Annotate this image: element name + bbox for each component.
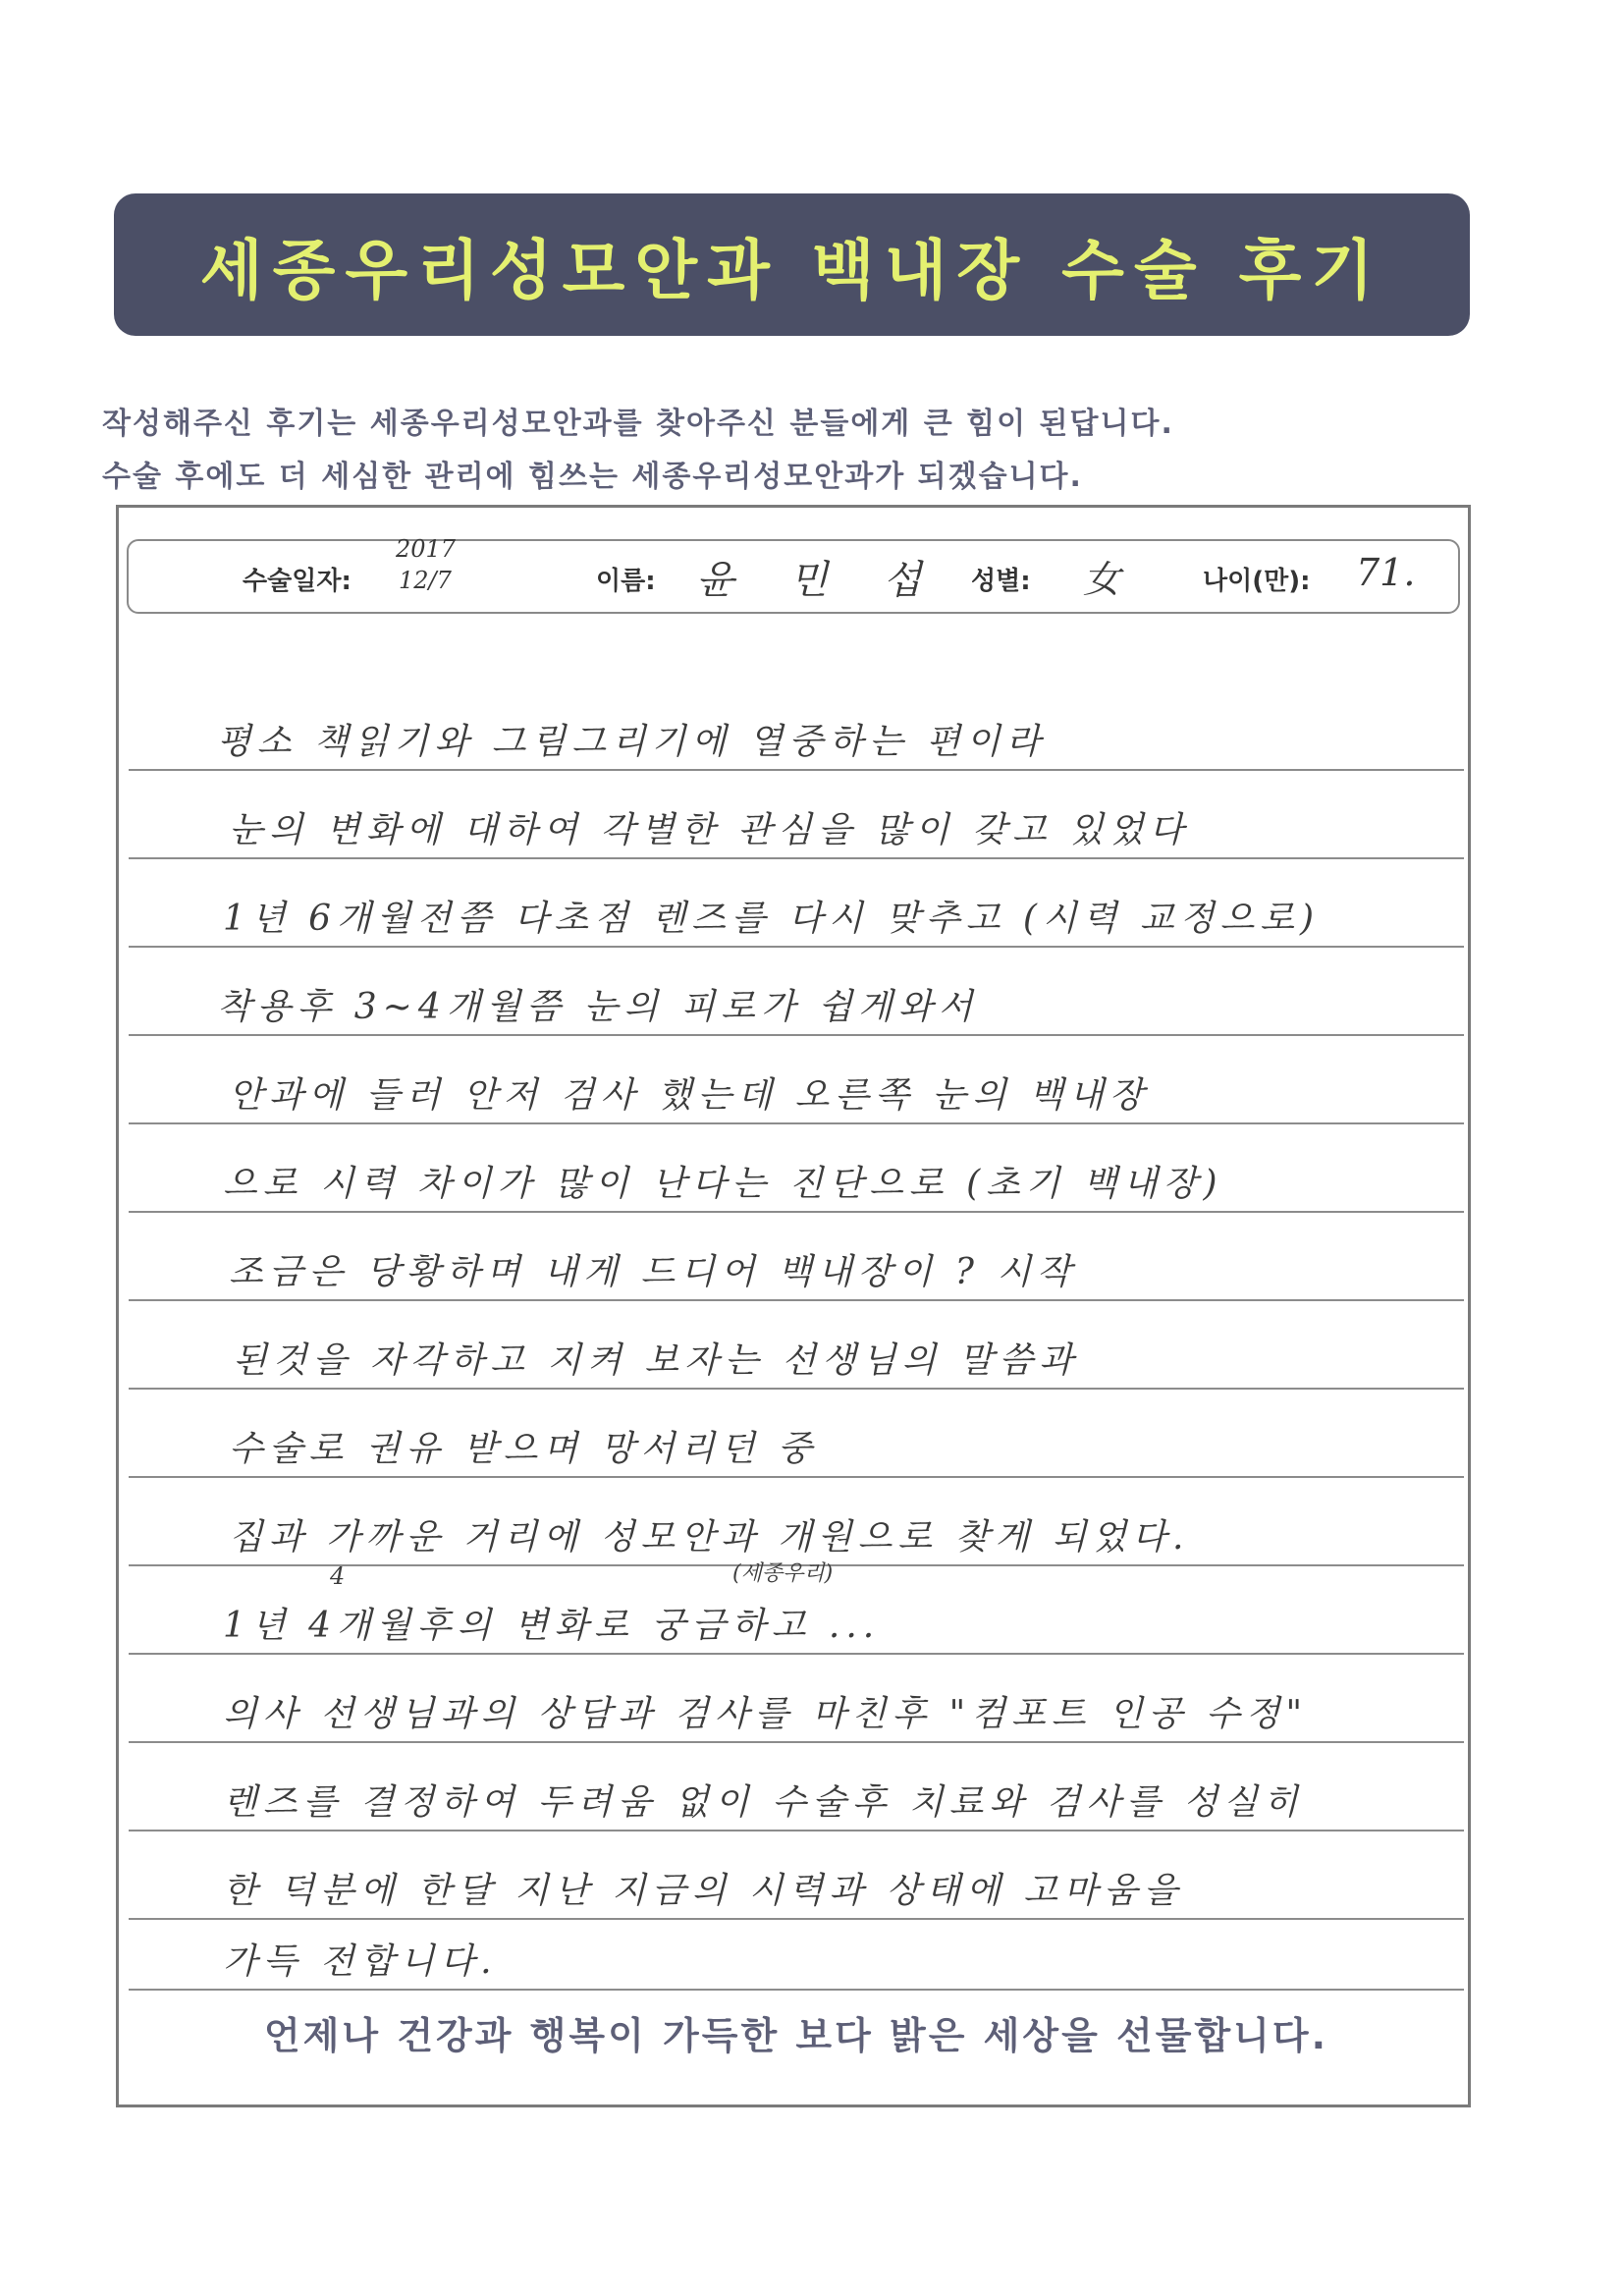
review-line-11: 1년 4개월후의 변화로 궁금하고 ... (223, 1606, 881, 1646)
review-line-3: 1년 6개월전쯤 다초점 렌즈를 다시 맞추고 (시력 교정으로) (223, 899, 1321, 939)
ruled-line (129, 1122, 1464, 1124)
review-line-8: 된것을 자각하고 지켜 보자는 선생님의 말씀과 (233, 1340, 1079, 1381)
page-title: 세종우리성모안과 백내장 수술 후기 (199, 233, 1384, 308)
review-line-1: 평소 책읽기와 그림그리기에 열중하는 편이라 (217, 722, 1047, 762)
intro-line-1: 작성해주신 후기는 세종우리성모안과를 찾아주신 분들에게 큰 힘이 된답니다. (102, 407, 1174, 441)
ruled-line (129, 857, 1464, 859)
insert-note-digit: 4 (330, 1562, 346, 1590)
review-form-frame (116, 505, 1471, 2107)
intro-line-2: 수술 후에도 더 세심한 관리에 힘쓰는 세종우리성모안과가 되겠습니다. (102, 460, 1083, 494)
gender-value: 女 (1083, 558, 1121, 601)
ruled-line (129, 769, 1464, 771)
review-line-7: 조금은 당황하며 내게 드디어 백내장이 ? 시작 (229, 1252, 1077, 1292)
gender-label: 성별: (971, 567, 1031, 596)
review-line-9: 수술로 권유 받으며 망서리던 중 (229, 1429, 818, 1469)
review-line-2: 눈의 변화에 대하여 각별한 관심을 많이 갖고 있었다 (229, 810, 1190, 850)
review-line-4: 착용후 3~4개월쯤 눈의 피로가 쉽게와서 (217, 987, 979, 1027)
ruled-line (129, 1741, 1464, 1743)
review-line-12: 의사 선생님과의 상담과 검사를 마친후 "컴포트 인공 수정" (223, 1694, 1309, 1734)
surgery-date-monthday: 12/7 (399, 567, 452, 594)
ruled-line (129, 946, 1464, 948)
ruled-line (129, 1476, 1464, 1478)
age-label: 나이(만): (1203, 567, 1311, 596)
closing-message: 언제나 건강과 행복이 가득한 보다 밝은 세상을 선물합니다. (263, 2014, 1329, 2057)
ruled-line (129, 1830, 1464, 1831)
intro-text (102, 398, 1496, 504)
title-banner (114, 193, 1470, 336)
surgery-date-label: 수술일자: (243, 567, 352, 596)
name-label: 이름: (596, 567, 656, 596)
name-value: 윤 민 섭 (696, 558, 944, 603)
surgery-date-year: 2017 (396, 535, 457, 563)
ruled-line (129, 1653, 1464, 1655)
ruled-line (129, 1211, 1464, 1213)
ruled-line (129, 1989, 1464, 1991)
review-line-13: 렌즈를 결정하여 두려움 없이 수술후 치료와 검사를 성실히 (223, 1782, 1304, 1823)
ruled-line (129, 1918, 1464, 1920)
age-value: 71. (1356, 551, 1416, 594)
review-line-14: 한 덕분에 한달 지난 지금의 시력과 상태에 고마움을 (223, 1871, 1184, 1911)
ruled-line (129, 1034, 1464, 1036)
patient-info-bar (127, 535, 1460, 614)
ruled-line (129, 1299, 1464, 1301)
ruled-line (129, 1388, 1464, 1390)
insert-note-hospital: (세종우리) (732, 1561, 834, 1586)
review-line-5: 안과에 들러 안저 검사 했는데 오른쪽 눈의 백내장 (229, 1075, 1150, 1116)
review-line-6: 으로 시력 차이가 많이 난다는 진단으로 (초기 백내장) (223, 1164, 1223, 1204)
review-line-15: 가득 전합니다. (223, 1941, 498, 1982)
review-line-10: 집과 가까운 거리에 성모안과 개원으로 찾게 되었다. (229, 1517, 1190, 1558)
